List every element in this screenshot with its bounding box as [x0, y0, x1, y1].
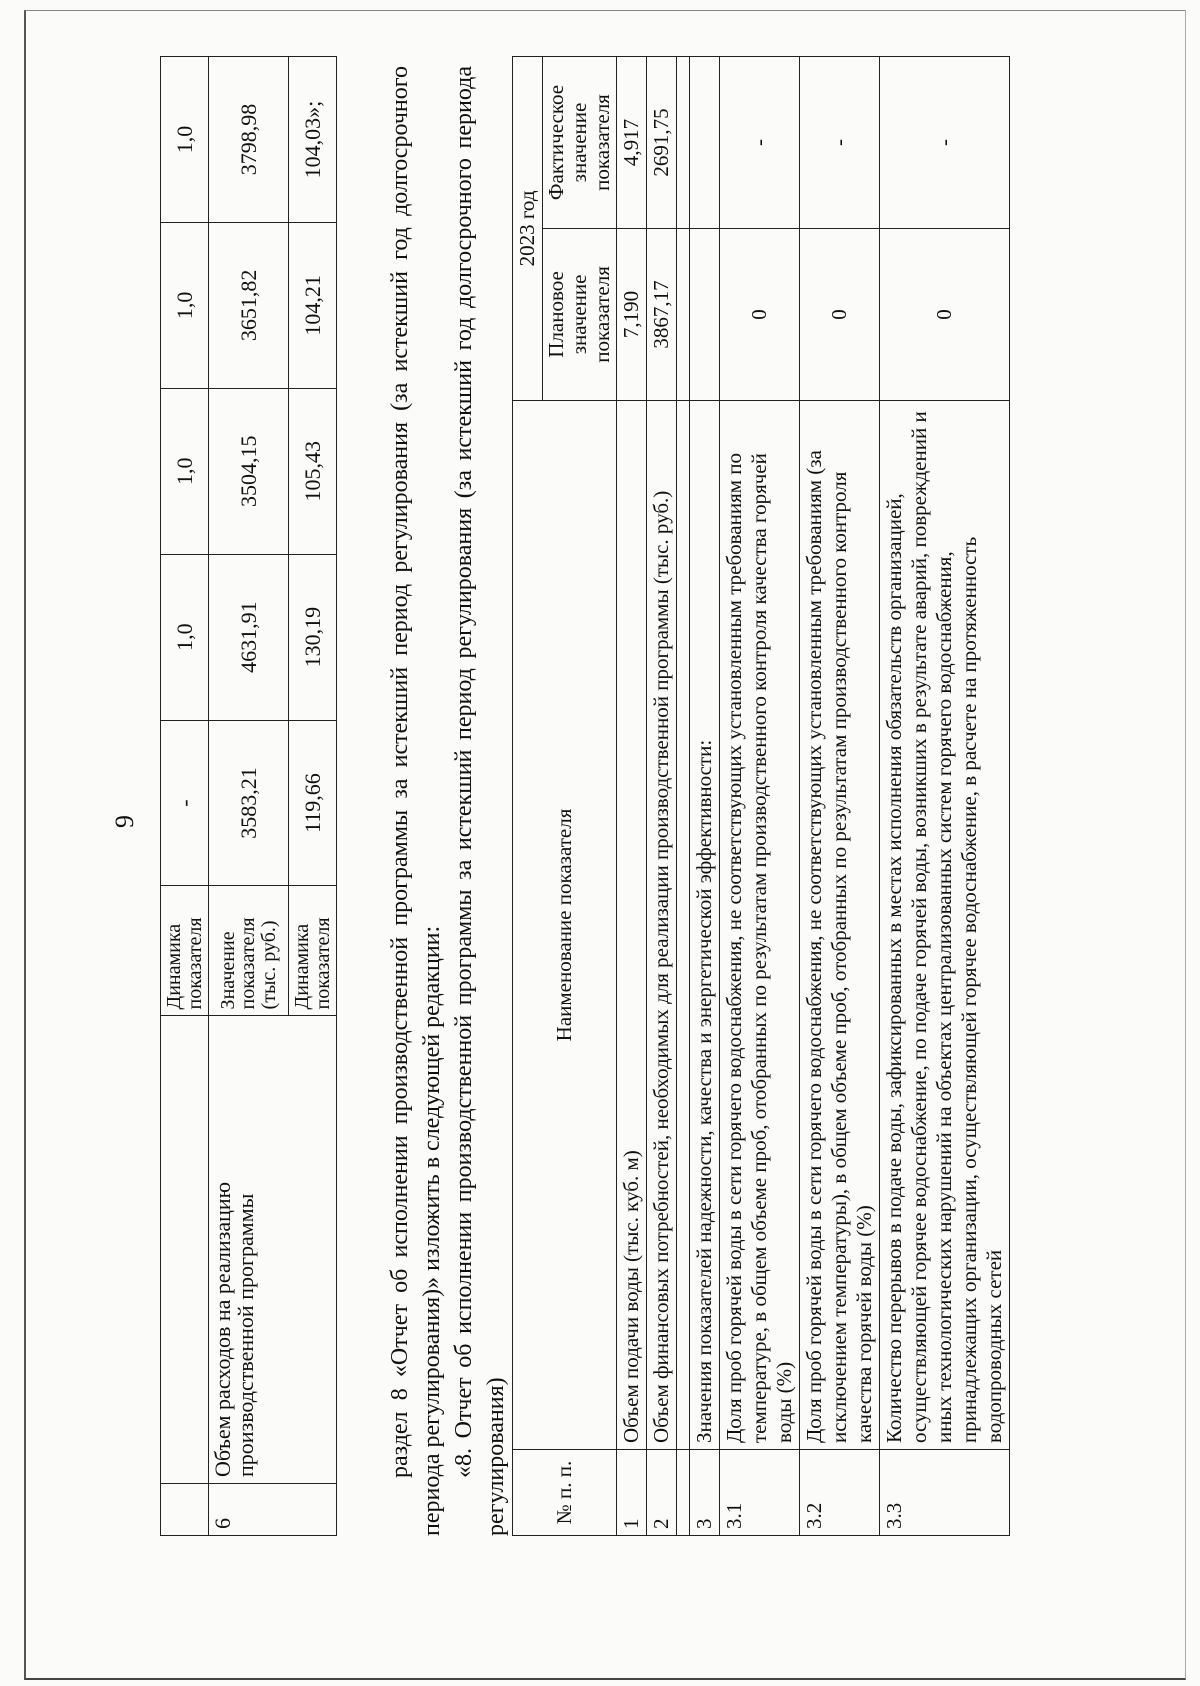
column-header-fact: Фактическое значение показателя	[543, 57, 617, 229]
row-number: 3.2	[800, 1450, 880, 1536]
plan-value: 7,190	[617, 228, 647, 400]
value-cell: 130,19	[289, 554, 337, 720]
column-header-year: 2023 год	[513, 57, 543, 401]
rotated-page-content	[88, 40, 1116, 1556]
value-cell: 119,66	[289, 720, 337, 886]
table-row	[720, 57, 800, 1536]
row-number: 3	[690, 1450, 720, 1536]
indicator-name: Значения показателей надежности, качества и энергетической эффективности:	[690, 400, 720, 1449]
fact-value: -	[800, 57, 880, 229]
metric-label: Значение показателя (тыс. руб.)	[209, 886, 289, 1016]
value-cell: 1,0	[161, 554, 209, 720]
value-cell: 3798,98	[209, 57, 289, 223]
fact-value: 4,917	[617, 57, 647, 229]
separator-cell	[677, 57, 690, 229]
row-number: 3.3	[880, 1450, 1010, 1536]
column-header-num: № п. п.	[513, 1450, 617, 1536]
table-row	[690, 57, 720, 1536]
plan-value: 0	[880, 228, 1010, 400]
separator-cell	[677, 1450, 690, 1536]
value-cell: 3583,21	[209, 720, 289, 886]
fact-value	[690, 57, 720, 229]
indicator-name: Объем финансовых потребностей, необходимых для реализации производственной программы (тыс. руб.)	[647, 400, 677, 1449]
separator-cell	[677, 400, 690, 1449]
table-row	[209, 57, 289, 1536]
column-header-name: Наименование показателя	[513, 400, 617, 1449]
metric-label: Динамика показателя	[161, 886, 209, 1016]
fact-value: -	[720, 57, 800, 229]
table-row	[647, 57, 677, 1536]
value-cell: 104,03»;	[289, 57, 337, 223]
production-program-report-table	[512, 56, 1010, 1536]
table-row	[617, 57, 647, 1536]
value-cell: 1,0	[161, 388, 209, 554]
indicator-name: Количество перерывов в подаче воды, зафиксированных в местах исполнения обязательств организацией, осуществляющей горячее водоснабжение, по подаче горячей воды, возникших в результате аварий, повреждений и иных технологических нарушений на объектах централизованных систем горячего водоснабжения, принадлежащих организации, осуществляющей горячее водоснабжение, в расчете на протяженность водопроводных сетей	[880, 400, 1010, 1449]
value-cell: -	[161, 720, 209, 886]
indicator-name: Доля проб горячей воды в сети горячего водоснабжения, не соответствующих установленным требованиям (за исключением температуры), в общем объеме проб, отобранных по результатам производственного контроля качества горячей воды (%)	[800, 400, 880, 1449]
value-cell: 1,0	[161, 57, 209, 223]
value-cell: 105,43	[289, 388, 337, 554]
row-number: 1	[617, 1450, 647, 1536]
section-heading: «8. Отчет об исполнении производственной программы за истекший период регулирования (за истекший год долгосрочного периода регулирования)	[451, 66, 509, 1536]
metric-label: Динамика показателя	[289, 886, 337, 1016]
page-number: 9	[110, 815, 139, 828]
value-cell: 104,21	[289, 222, 337, 388]
row-number: 2	[647, 1450, 677, 1536]
table-row	[677, 57, 690, 1536]
fact-value: 2691,75	[647, 57, 677, 229]
row-number: 6	[209, 1484, 337, 1536]
table-row	[800, 57, 880, 1536]
amendment-paragraph	[384, 66, 512, 1536]
paragraph-line: раздел 8 «Отчет об исполнении производственной программы за истекший период регулирования (за истекший год долгосрочного периода регулирования)» изложить в следующей редакции:	[387, 66, 445, 1536]
separator-cell	[677, 228, 690, 400]
plan-value: 0	[800, 228, 880, 400]
plan-value	[690, 228, 720, 400]
indicator-name: Объем подачи воды (тыс. куб. м)	[617, 400, 647, 1449]
indicator-name	[161, 1016, 209, 1484]
row-number	[161, 1484, 209, 1536]
fact-value: -	[880, 57, 1010, 229]
value-cell: 3651,82	[209, 222, 289, 388]
row-number: 3.1	[720, 1450, 800, 1536]
column-header-plan: Плановое значение показателя	[543, 228, 617, 400]
expenses-table	[160, 56, 337, 1536]
table-row	[161, 57, 209, 1536]
indicator-name: Объем расходов на реализацию производственной программы	[209, 1016, 337, 1484]
value-cell: 3504,15	[209, 388, 289, 554]
indicator-name: Доля проб горячей воды в сети горячего водоснабжения, не соответствующих установленным требованиям по температуре, в общем объеме проб, отобранных по результатам производственного контроля качества горячей воды (%)	[720, 400, 800, 1449]
plan-value: 0	[720, 228, 800, 400]
plan-value: 3867,17	[647, 228, 677, 400]
value-cell: 1,0	[161, 222, 209, 388]
value-cell: 4631,91	[209, 554, 289, 720]
table-row	[880, 57, 1010, 1536]
table-header-row	[513, 57, 543, 1536]
